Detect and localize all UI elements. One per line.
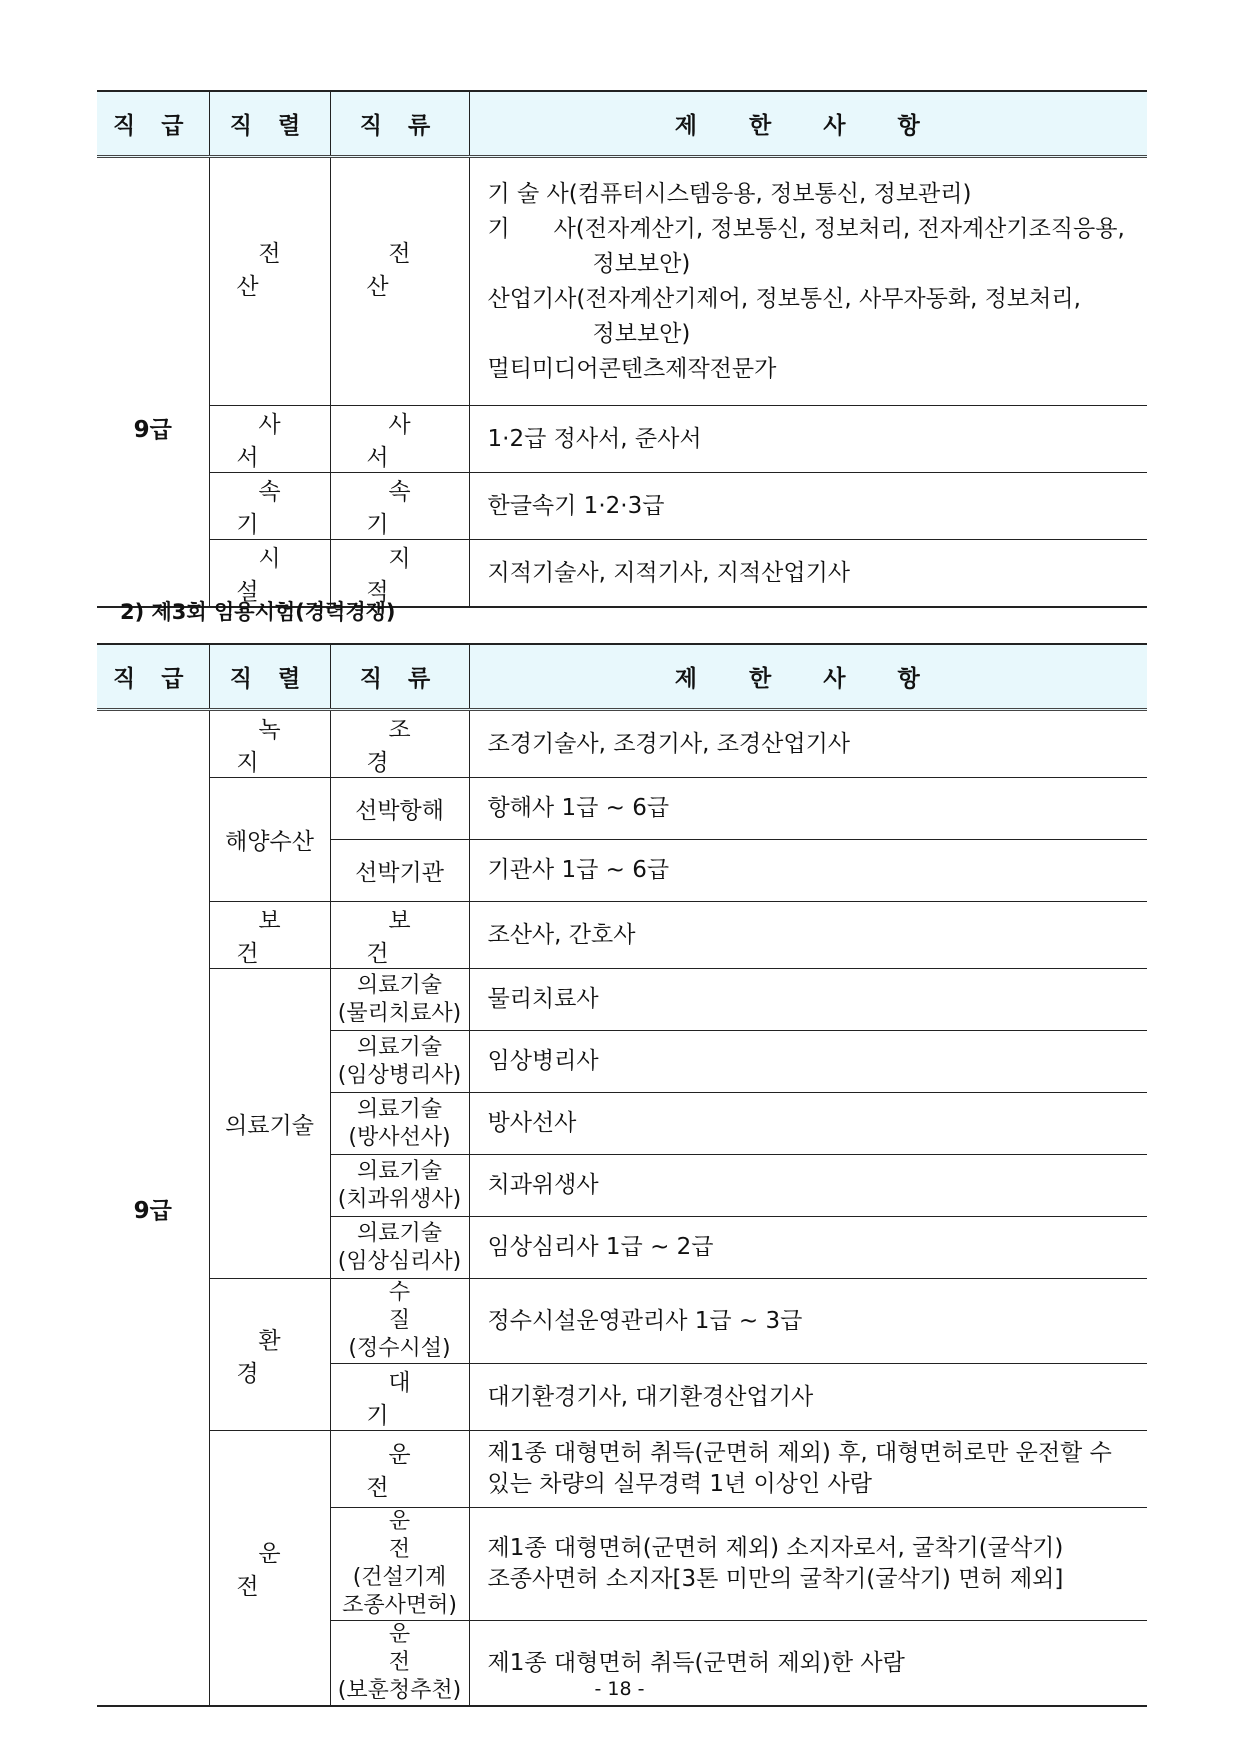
series-cell: 녹 지 bbox=[209, 710, 330, 778]
class-cell: 대 기 bbox=[330, 1364, 469, 1431]
grade-cell: 9급 bbox=[97, 157, 209, 608]
class-cell: 의료기술 (방사선사) bbox=[330, 1093, 469, 1155]
limit-cell: 치과위생사 bbox=[487, 1172, 599, 1198]
class-cell: 전 산 bbox=[330, 157, 469, 406]
limit-cell: 방사선사 bbox=[487, 1110, 577, 1136]
header-class: 직 류 bbox=[330, 91, 469, 157]
section-title: 2) 제3회 임용시험(경력경쟁) bbox=[120, 600, 396, 624]
class-cell: 운 전 (보훈청추천) bbox=[330, 1621, 469, 1707]
table-row bbox=[97, 778, 1147, 840]
class-cell: 선박기관 bbox=[330, 840, 469, 902]
class-cell: 수 질 (정수시설) bbox=[330, 1279, 469, 1364]
header-class: 직 류 bbox=[330, 644, 469, 710]
table-row bbox=[97, 902, 1147, 969]
header-series: 직 렬 bbox=[209, 644, 330, 710]
series-cell: 사 서 bbox=[209, 406, 330, 473]
limit-cell: 조산사, 간호사 bbox=[487, 921, 636, 948]
limit-cell: 기관사 1급 ~ 6급 bbox=[487, 857, 670, 883]
class-cell: 보 건 bbox=[330, 902, 469, 969]
header-limit: 제 한 사 항 bbox=[469, 644, 1147, 710]
limit-cell: 1·2급 정사서, 준사서 bbox=[487, 425, 702, 452]
series-cell: 전 산 bbox=[209, 157, 330, 406]
limit-cell: 임상심리사 1급 ~ 2급 bbox=[487, 1234, 714, 1260]
header-series: 직 렬 bbox=[209, 91, 330, 157]
class-cell: 의료기술 (임상병리사) bbox=[330, 1031, 469, 1093]
class-cell: 운 전 bbox=[330, 1431, 469, 1508]
class-cell: 사 서 bbox=[330, 406, 469, 473]
table-row bbox=[97, 710, 1147, 778]
header-grade: 직 급 bbox=[97, 91, 209, 157]
series-cell: 보 건 bbox=[209, 902, 330, 969]
limit-cell: 항해사 1급 ~ 6급 bbox=[487, 795, 670, 821]
table-row bbox=[97, 406, 1147, 473]
limit-cell: 물리치료사 bbox=[487, 986, 599, 1012]
class-cell: 운 전 (건설기계 조종사면허) bbox=[330, 1508, 469, 1621]
limit-cell: 임상병리사 bbox=[487, 1048, 599, 1074]
limit-cell: 정수시설운영관리사 1급 ~ 3급 bbox=[487, 1307, 803, 1334]
table-row bbox=[97, 1431, 1147, 1508]
limit-cell: 제1종 대형면허(군면허 제외) 소지자로서, 굴착기(굴삭기) 조종사면허 소지자[3톤 미만의 굴착기(굴삭기) 면허 제외] bbox=[487, 1535, 1064, 1592]
table-row bbox=[97, 473, 1147, 540]
class-cell: 선박항해 bbox=[330, 778, 469, 840]
series-cell: 환 경 bbox=[209, 1279, 330, 1431]
page-number: - 18 - bbox=[594, 1678, 645, 1700]
class-cell: 의료기술 (물리치료사) bbox=[330, 969, 469, 1031]
series-cell: 운 전 bbox=[209, 1431, 330, 1707]
limit-cell: 한글속기 1·2·3급 bbox=[487, 492, 665, 519]
header-limit: 제 한 사 항 bbox=[469, 91, 1147, 157]
class-cell: 조 경 bbox=[330, 710, 469, 778]
class-cell: 지 적 bbox=[330, 540, 469, 608]
series-cell: 의료기술 bbox=[209, 969, 330, 1279]
grade-cell: 9급 bbox=[97, 710, 209, 1707]
table-row bbox=[97, 969, 1147, 1031]
class-cell: 의료기술 (임상심리사) bbox=[330, 1217, 469, 1279]
qualification-table-2 bbox=[97, 643, 1147, 1707]
limit-cell: 지적기술사, 지적기사, 지적산업기사 bbox=[487, 559, 851, 586]
series-cell: 시 설 bbox=[209, 540, 330, 608]
limit-cell: 제1종 대형면허 취득(군면허 제외)한 사람 bbox=[487, 1649, 905, 1676]
class-cell: 속 기 bbox=[330, 473, 469, 540]
limit-cell: 조경기술사, 조경기사, 조경산업기사 bbox=[487, 730, 851, 757]
table-header bbox=[97, 91, 1147, 157]
limit-cell: 기 술 사(컴퓨터시스템응용, 정보통신, 정보관리) 기 사(전자계산기, 정보통신, 정보처리, 전자계산기조직응용, 정보보안) 산업기사(전자계산기제어, 정보통신, 사무자동화, 정보처리, 정보보안) 멀티미디어콘텐츠제작전문가 bbox=[487, 180, 1125, 382]
table-header bbox=[97, 644, 1147, 710]
limit-cell: 제1종 대형면허 취득(군면허 제외) 후, 대형면허로만 운전할 수 있는 차량의 실무경력 1년 이상인 사람 bbox=[487, 1440, 1112, 1497]
header-grade: 직 급 bbox=[97, 644, 209, 710]
class-cell: 의료기술 (치과위생사) bbox=[330, 1155, 469, 1217]
limit-cell: 대기환경기사, 대기환경산업기사 bbox=[487, 1383, 814, 1410]
series-cell: 해양수산 bbox=[209, 778, 330, 902]
table-row bbox=[97, 1279, 1147, 1364]
series-cell: 속 기 bbox=[209, 473, 330, 540]
qualification-table-1 bbox=[97, 90, 1147, 608]
table-row bbox=[97, 157, 1147, 406]
